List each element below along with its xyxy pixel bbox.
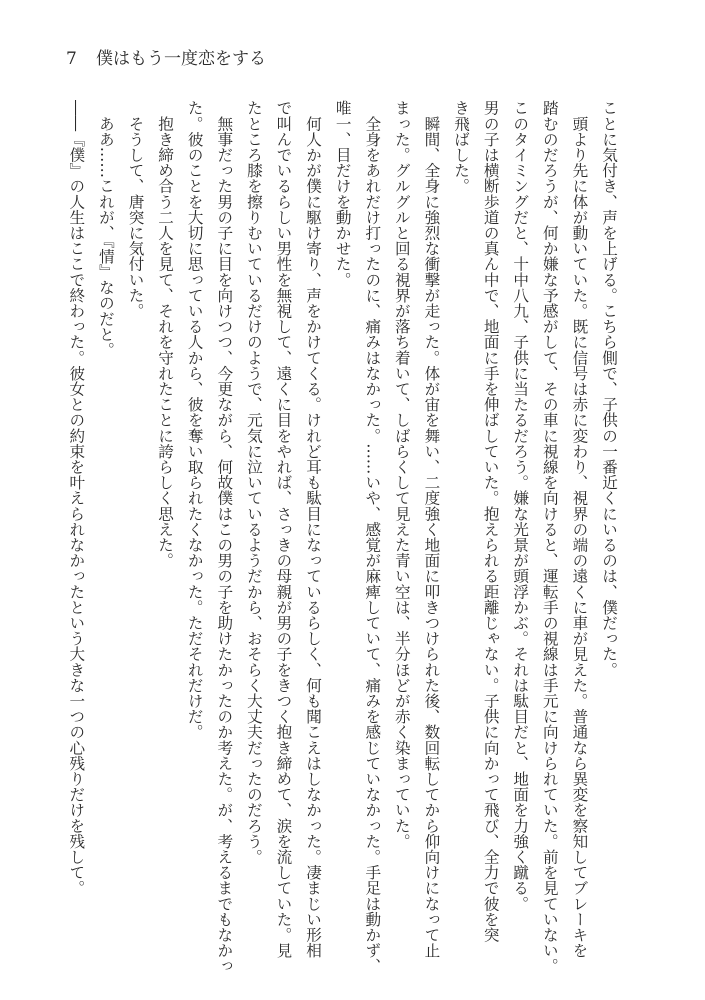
text-column: 何人かが僕に駆け寄り、声をかけてくる。けれど耳も駄目になっているらしく、何も聞こえはしなかった。凄まじい形相 (304, 100, 323, 958)
book-title: 僕はもう一度恋をする (96, 49, 266, 69)
text-column: このタイミングだと、十中八九、子供に当たるだろう。嫌な光景が頭浮かぶ。それは駄目だと、地面を力強く蹴る。 (511, 100, 530, 912)
text-column: き飛ばした。 (452, 100, 471, 194)
text-column: 踏むのだろうが、何か嫌な予感がして、その車に視線を向けると、運転手の視線は手元に向けられていた。前を見ていない。 (540, 100, 559, 974)
text-column: で叫んでいるらしい男性を無視して、遠くに目をやれば、さっきの母親が男の子をきつく抱き締めて、涙を流していた。見 (274, 100, 293, 958)
text-column: 全身をあれだけ打ったのに、痛みはなかった。……いや、感覚が麻痺していて、痛みを感じていなかった。手足は動かず、 (363, 100, 382, 974)
body-text (60, 100, 623, 974)
text-column: そうして、唐突に気付いた。 (126, 100, 145, 319)
text-column: 唯一、目だけを動かせた。 (333, 100, 352, 288)
page-number: 7 (66, 49, 77, 69)
text-column: 瞬間、全身に強烈な衝撃が走った。体が宙を舞い、二度強く地面に叩きつけられた後、数回転してから仰向けになって止 (422, 100, 441, 958)
text-column: 無事だった男の子に目を向けつつ、今更ながら、何故僕はこの男の子を助けたかったのか考えた。が、考えるまでもなかっ (215, 100, 234, 974)
text-column: 男の子は横断歩道の真ん中で、地面に手を伸ばしていた。抱えられる距離じゃない。子供に向かって飛び、全力で彼を突 (481, 100, 500, 943)
text-column: た。彼のことを大切に思っている人から、彼を奪い取られたくなかった。ただそれだけだ。 (185, 100, 204, 740)
text-column: まった。グルグルと回る視界が落ち着いて、しばらくして見えた青い空は、半分ほどが赤く染まっていた。 (392, 100, 411, 849)
text-column: たところ膝を擦りむいているだけのようで、元気に泣いているようだから、おそらく大丈夫だったのだろう。 (244, 100, 263, 865)
text-column: 頭より先に体が動いていた。既に信号は赤に変わり、視界の端の遠くに車が見えた。普通なら異変を察知してブレーキを (570, 100, 589, 958)
text-column: ――『僕』の人生はここで終わった。彼女との約束を叶えられなかったという大きな一つの心残りだけを残して。 (67, 100, 86, 896)
running-header (66, 44, 266, 69)
text-column: ああ……これが、『情』なのだと。 (96, 100, 115, 358)
text-column: ことに気付き、声を上げる。こちら側で、子供の一番近くにいるのは、僕だった。 (600, 100, 618, 678)
text-column: 抱き締め合う二人を見て、それを守れたことに誇らしく思えた。 (156, 100, 175, 568)
